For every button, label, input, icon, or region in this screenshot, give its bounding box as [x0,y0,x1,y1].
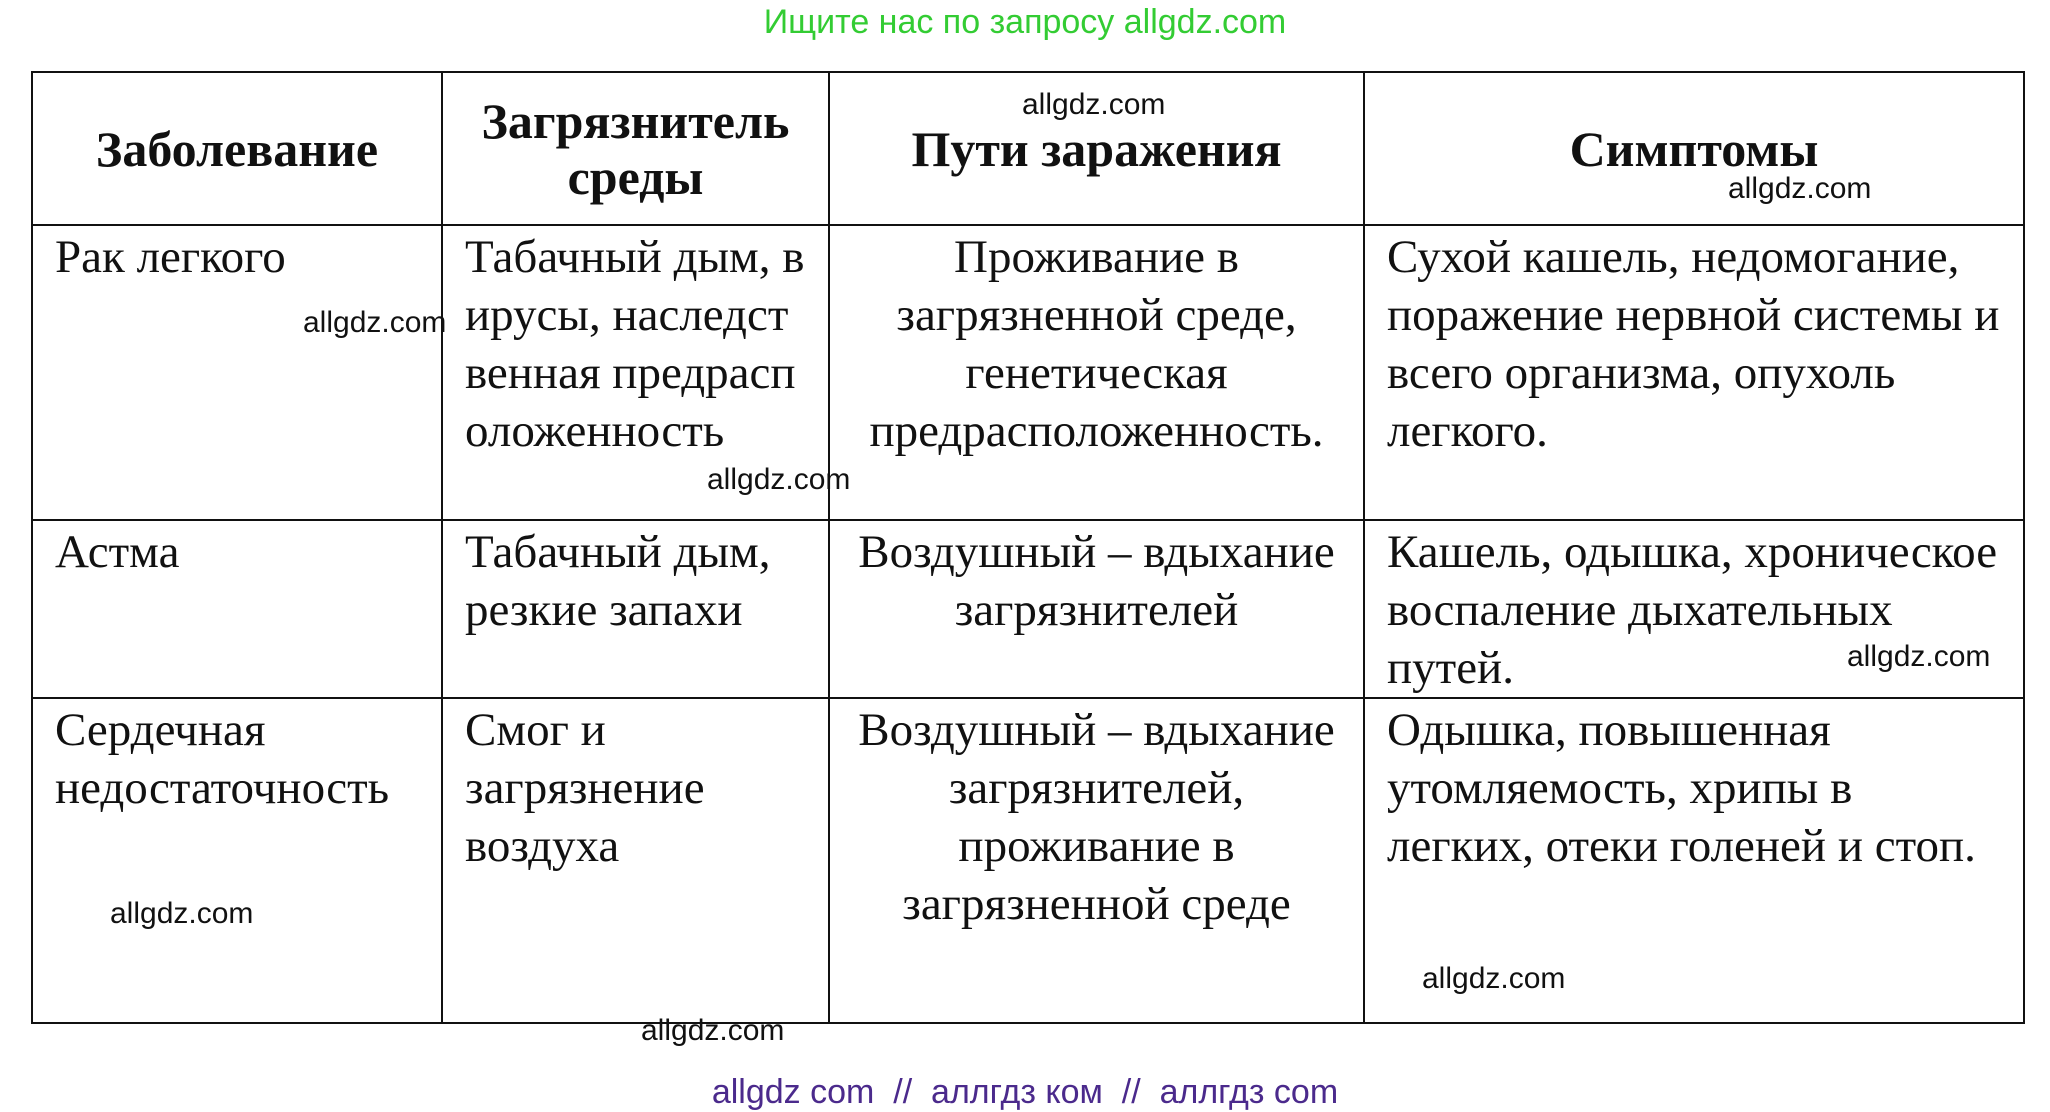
cell-symptoms: Сухой кашель, недомогание, поражение нервной системы и всего организма, опухоль легкого. [1364,225,2024,520]
header-path: Пути заражения [829,72,1364,225]
top-banner: Ищите нас по запросу allgdz.com [763,3,1287,41]
cell-symptoms: Одышка, повышенная утомляемость, хрипы в легких, отеки голеней и стоп. [1364,698,2024,1023]
table-row [32,520,2024,698]
header-symptoms: Симптомы [1364,72,2024,225]
footer-links: allgdz com // аллгдз ком // аллгдз com [711,1073,1339,1111]
watermark: allgdz.com [1728,172,1872,205]
watermark: allgdz.com [303,306,447,339]
cell-pollutant: Табачный дым, вирусы, наследственная предрасположенность [442,225,829,520]
cell-disease: Астма [32,520,442,698]
watermark: allgdz.com [707,463,851,496]
cell-symptoms: Кашель, одышка, хроническое воспаление дыхательных путей. [1364,520,2024,698]
watermark: allgdz.com [1422,962,1566,995]
cell-pollutant: Табачный дым, резкие запахи [442,520,829,698]
watermark: allgdz.com [1022,88,1166,121]
cell-path: Воздушный – вдыхание загрязнителей, проживание в загрязненной среде [829,698,1364,1023]
cell-disease: Сердечная недостаточность [32,698,442,1023]
cell-disease: Рак легкого [32,225,442,520]
header-pollutant: Загрязнитель среды [442,72,829,225]
cell-path: Проживание в загрязненной среде, генетическая предрасположенность. [829,225,1364,520]
header-disease: Заболевание [32,72,442,225]
disease-table [31,71,2025,1024]
cell-path: Воздушный – вдыхание загрязнителей [829,520,1364,698]
watermark: allgdz.com [641,1014,785,1047]
watermark: allgdz.com [110,897,254,930]
watermark: allgdz.com [1847,640,1991,673]
table-row [32,225,2024,520]
cell-pollutant: Смог и загрязнение воздуха [442,698,829,1023]
table-row [32,698,2024,1023]
